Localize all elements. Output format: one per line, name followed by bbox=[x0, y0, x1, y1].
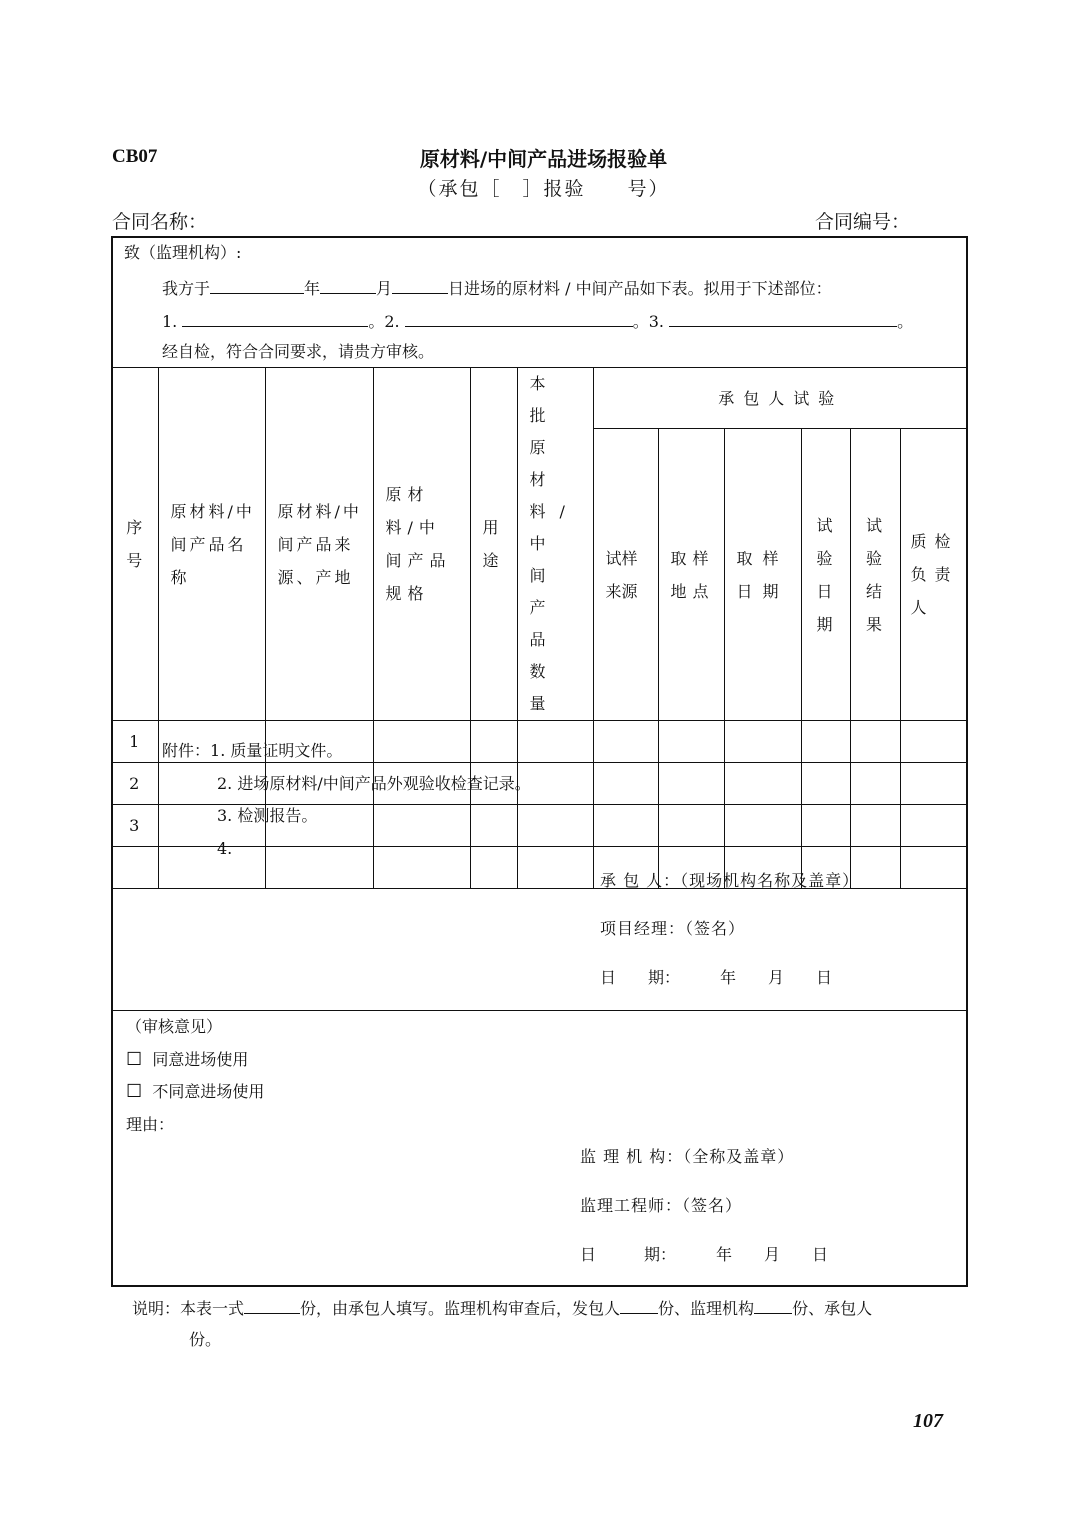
entry-prefix: 我方于 bbox=[162, 279, 211, 298]
header-test-date: 试验日期 bbox=[801, 429, 850, 721]
note-text-a: 本表一式 bbox=[180, 1299, 245, 1318]
row-seq bbox=[111, 847, 158, 889]
project-manager-signature: 项目经理：（签名） bbox=[600, 919, 746, 938]
header-seq: 序号 bbox=[111, 368, 158, 721]
part-3-label: 。3. bbox=[632, 312, 665, 331]
note-label: 说明： bbox=[132, 1299, 181, 1318]
form-code: CB07 bbox=[112, 146, 158, 167]
agree-option[interactable] bbox=[126, 1050, 248, 1070]
agree-checkbox[interactable]: ☐ bbox=[126, 1049, 143, 1070]
row-seq: 3 bbox=[111, 805, 158, 847]
review-title: （审核意见） bbox=[126, 1017, 223, 1036]
part-3-blank[interactable] bbox=[669, 310, 897, 327]
owner-copies-blank[interactable] bbox=[620, 1297, 658, 1314]
attachment-2: 2. 进场原材料/中间产品外观验收检查记录。 bbox=[217, 774, 531, 793]
header-spec: 原材料/中间产品规格 bbox=[373, 368, 470, 721]
part-2-label: 。2. bbox=[368, 312, 400, 331]
contractor-date: 日 期： 年 月 日 bbox=[600, 968, 833, 987]
header-sample-source: 试样来源 bbox=[593, 429, 658, 721]
section-divider bbox=[111, 1010, 968, 1011]
attachment-3: 3. 检测报告。 bbox=[217, 806, 318, 825]
note-text-b: 份，由承包人填写。监理机构审查后，发包人 bbox=[300, 1299, 621, 1318]
header-quantity: 本批原材料/中间产品数量 bbox=[517, 368, 593, 721]
year-blank[interactable] bbox=[210, 277, 304, 294]
entry-rest: 日进场的原材料 / 中间产品如下表。拟用于下述部位： bbox=[448, 279, 832, 298]
contract-name-label: 合同名称： bbox=[112, 211, 208, 233]
header-qc-person: 质检负责人 bbox=[900, 429, 968, 721]
part-end: 。 bbox=[897, 312, 914, 331]
copies-blank[interactable] bbox=[244, 1297, 300, 1314]
disagree-checkbox[interactable]: ☐ bbox=[126, 1081, 143, 1102]
attachment-4: 4. bbox=[217, 839, 233, 858]
attachments-label: 附件： bbox=[162, 741, 211, 760]
self-check-statement: 经自检，符合合同要求，请贵方审核。 bbox=[162, 342, 435, 361]
note-line-2: 份。 bbox=[189, 1330, 222, 1349]
row-seq: 2 bbox=[111, 763, 158, 805]
usage-parts-line bbox=[162, 310, 913, 332]
header-sample-date: 取样日期 bbox=[724, 429, 801, 721]
header-contractor-test: 承包人试验 bbox=[593, 368, 968, 429]
agree-label: 同意进场使用 bbox=[152, 1050, 249, 1069]
contract-number-label: 合同编号： bbox=[815, 211, 911, 233]
header-source: 原材料/中间产品来源、产地 bbox=[265, 368, 373, 721]
part-2-blank[interactable] bbox=[405, 310, 633, 327]
header-name: 原材料/中间产品名称 bbox=[158, 368, 265, 721]
entry-date-line bbox=[162, 277, 832, 299]
note-text-d: 份、承包人 bbox=[792, 1299, 873, 1318]
disagree-option[interactable] bbox=[126, 1082, 264, 1102]
page-number: 107 bbox=[913, 1410, 943, 1432]
addressee: 致（监理机构）: bbox=[124, 243, 242, 262]
month-label: 月 bbox=[376, 279, 393, 298]
month-blank[interactable] bbox=[320, 277, 376, 294]
header-use: 用途 bbox=[470, 368, 517, 721]
supervisor-copies-blank[interactable] bbox=[754, 1297, 792, 1314]
supervision-engineer-signature: 监理工程师：（签名） bbox=[580, 1196, 743, 1215]
part-1-blank[interactable] bbox=[182, 310, 368, 327]
header-sample-place: 取样地点 bbox=[658, 429, 724, 721]
form-title: 原材料/中间产品进场报验单 bbox=[419, 147, 668, 171]
row-seq: 1 bbox=[111, 721, 158, 763]
header-test-result: 试验结果 bbox=[850, 429, 900, 721]
attachment-1: 1. 质量证明文件。 bbox=[210, 741, 343, 760]
attachments-line bbox=[162, 741, 342, 761]
note-line bbox=[132, 1297, 872, 1319]
supervision-org-signature: 监 理 机 构：（全称及盖章） bbox=[580, 1147, 795, 1166]
disagree-label: 不同意进场使用 bbox=[152, 1082, 265, 1101]
year-label: 年 bbox=[304, 279, 321, 298]
review-date: 日 期： 年 月 日 bbox=[580, 1245, 829, 1264]
part-1-label: 1. bbox=[162, 312, 178, 331]
form-subtitle: （承包［ ］报验 号） bbox=[417, 178, 670, 200]
day-blank[interactable] bbox=[392, 277, 448, 294]
note-text-c: 份、监理机构 bbox=[658, 1299, 755, 1318]
contractor-signature: 承 包 人：（现场机构名称及盖章） bbox=[600, 871, 860, 890]
reason-label: 理由： bbox=[126, 1115, 175, 1134]
